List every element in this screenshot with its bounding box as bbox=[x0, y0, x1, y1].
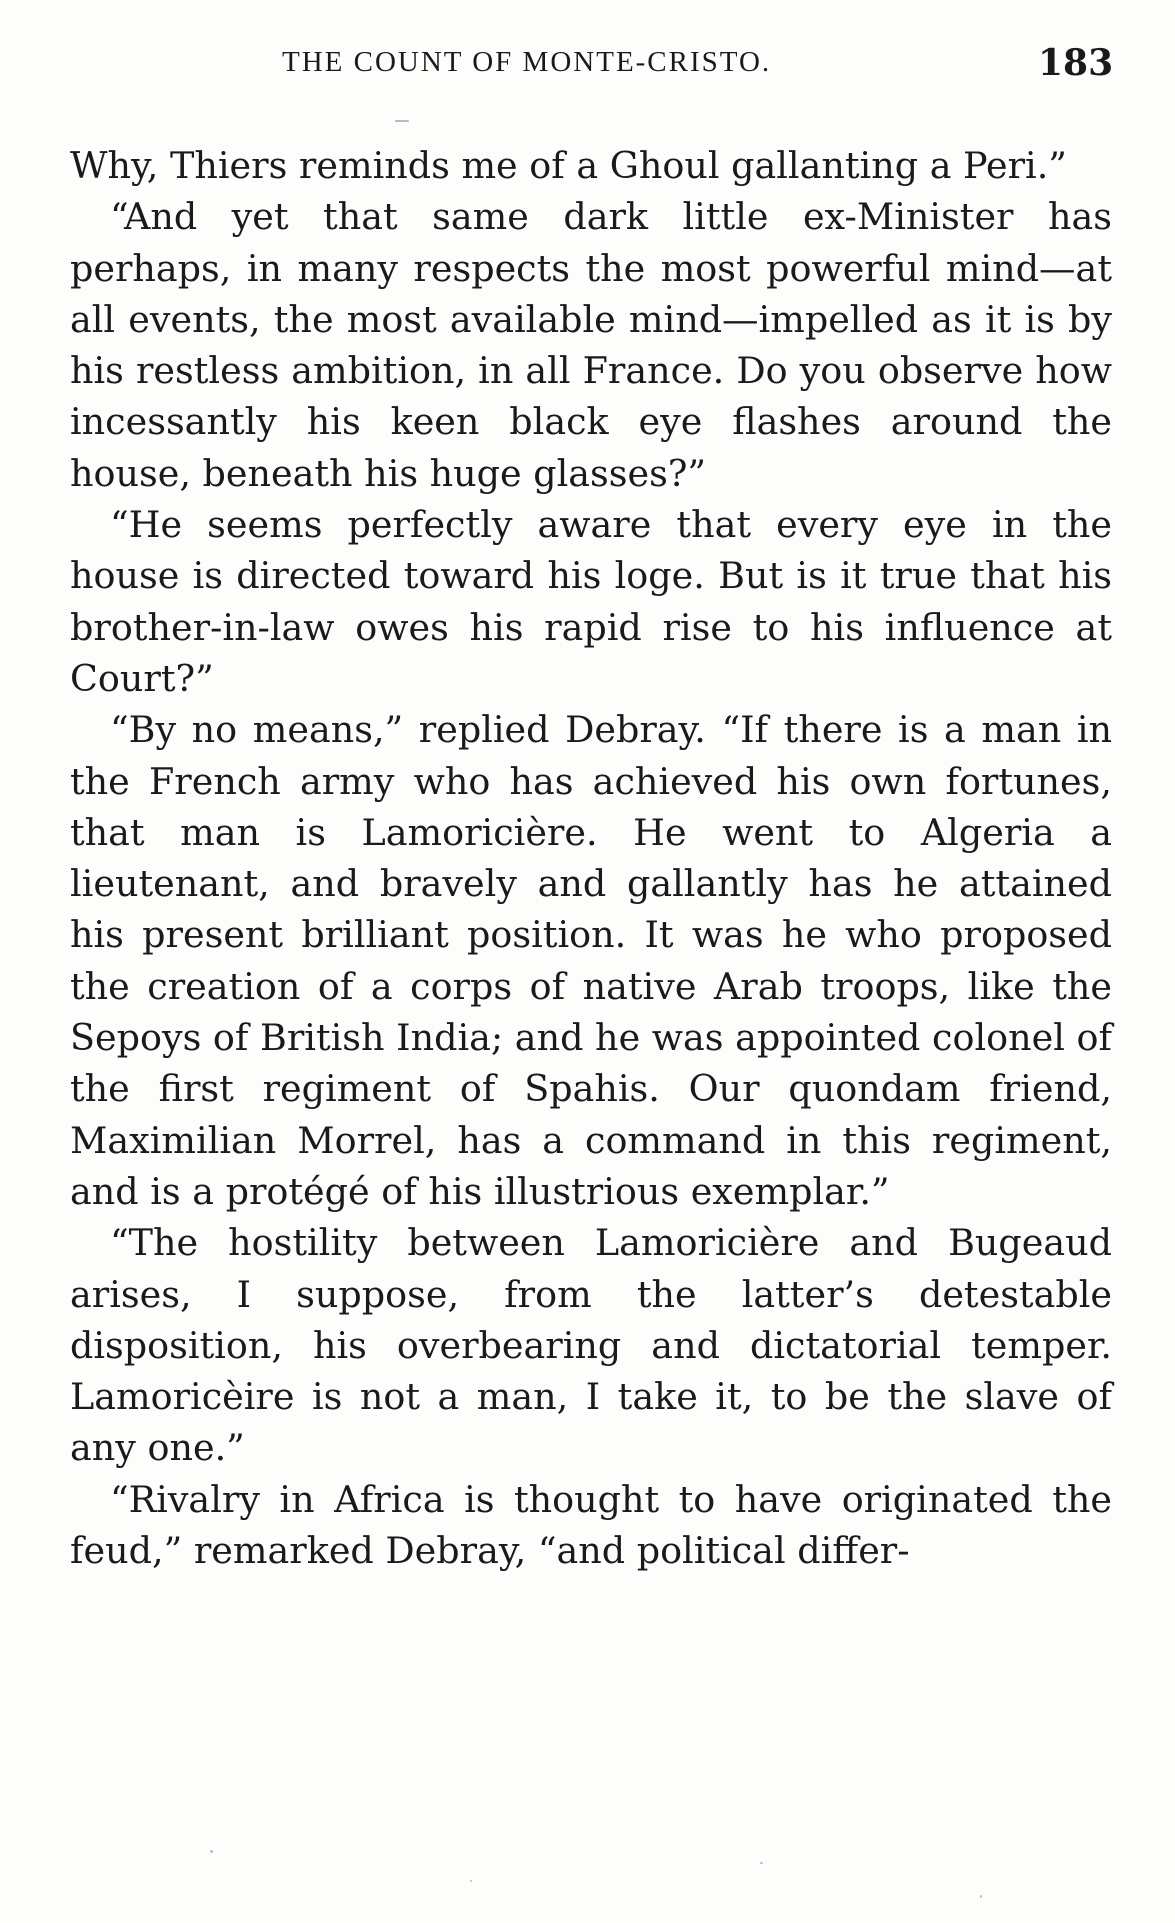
print-speck bbox=[470, 1880, 472, 1882]
paragraph: “He seems perfectly aware that every eye in the house is directed toward his loge. But is it true that his brother-in-law owes his rapid rise to his influence at Court?” bbox=[70, 503, 1112, 700]
print-speck bbox=[980, 1895, 982, 1898]
print-speck bbox=[210, 1850, 213, 1853]
page-number: 183 bbox=[1038, 42, 1114, 84]
paragraph: “Rivalry in Africa is thought to have originated the feud,” remarked Debray, “and political differ- bbox=[70, 1477, 1112, 1573]
paragraph: “The hostility between Lamoricière and Bugeaud arises, I suppose, from the latter’s detestable disposition, his overbearing and dictatorial temper. Lamoricèire is not a man, I take it, to be the slave of any one.” bbox=[70, 1221, 1112, 1470]
running-title: THE COUNT OF MONTE-CRISTO. bbox=[282, 46, 772, 78]
body-text bbox=[70, 140, 1112, 1576]
paragraph: “And yet that same dark little ex-Minister has perhaps, in many respects the most powerful mind—at all events, the most available mind—impelled as it is by his restless ambition, in all France. Do you observe how incessantly his keen black eye flashes around the house, beneath his huge glasses?” bbox=[70, 195, 1112, 495]
print-speck bbox=[760, 1862, 763, 1864]
paragraph: Why, Thiers reminds me of a Ghoul gallanting a Peri.” bbox=[70, 144, 1067, 187]
paragraph: “By no means,” replied Debray. “If there is a man in the French army who has achieved his own fortunes, that man is Lamoricière. He went to Algeria a lieutenant, and bravely and gallantly has he attained his present brilliant position. It was he who proposed the creation of a corps of native Arab troops, like the Sepoys of British India; and he was appointed colonel of the first regiment of Spahis. Our quondam friend, Maximilian Morrel, has a command in this regiment, and is a protégé of his illustrious exemplar.” bbox=[70, 708, 1112, 1213]
running-head bbox=[0, 42, 1175, 90]
print-speck bbox=[395, 120, 409, 122]
